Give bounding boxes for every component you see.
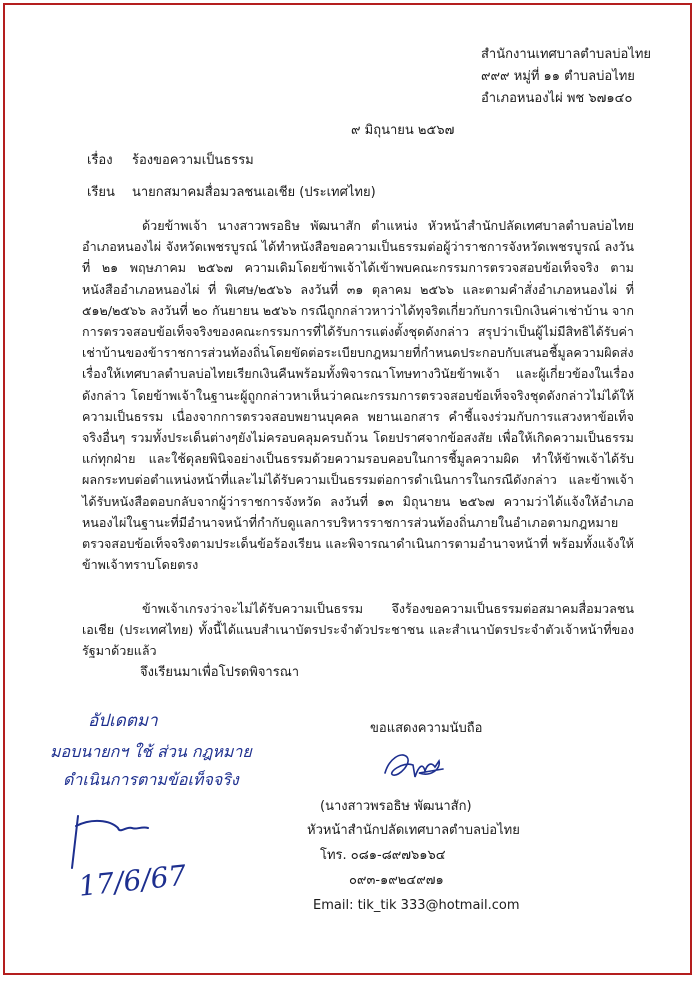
recipient-text: นายกสมาคมสื่อมวลชนเอเชีย (ประเทศไทย) [132, 185, 376, 200]
handwritten-note-line2: มอบนายกฯ ใช้ ส่วน กฎหมาย [50, 742, 252, 761]
recipient-label: เรียน [87, 185, 115, 200]
sender-address-line1: ๙๙๙ หมู่ที่ ๑๑ ตำบลบ่อไทย [481, 69, 635, 84]
signer-email: Email: tik_tik 333@hotmail.com [313, 898, 520, 913]
letter-date: ๙ มิถุนายน ๒๕๖๗ [351, 123, 455, 138]
sender-office: สำนักงานเทศบาลตำบลบ่อไทย [481, 47, 652, 62]
body-paragraph-1 [82, 215, 634, 575]
subject-text: ร้องขอความเป็นธรรม [132, 153, 254, 168]
sender-address-line2: อำเภอหนองไผ่ พช ๖๗๑๔๐ [481, 91, 633, 106]
signer-phone-1: โทร. ๐๘๑-๘๙๗๖๑๖๔ [320, 848, 446, 863]
paragraph-2-text: ข้าพเจ้าเกรงว่าจะไม่ได้รับความเป็นธรรม จึงร้องขอความเป็นธรรมต่อสมาคมสื่อมวลชนเอเชีย (ประเทศไทย) ทั้งนี้ได้แนบสำเนาบัตรประจำตัวประชาชน และสำเนาบัตรประจำตัวเจ้าหน้าที่ของรัฐมาด้วยแล้ว [82, 601, 634, 659]
signer-phone-2: ๐๙๓-๑๙๒๔๙๗๑ [349, 873, 444, 888]
subject-label: เรื่อง [87, 153, 113, 168]
handwritten-signature [62, 810, 152, 870]
closing-request: จึงเรียนมาเพื่อโปรดพิจารณา [140, 665, 300, 680]
paragraph-1-text: ด้วยข้าพเจ้า นางสาวพรอธิษ พัฒนาสัก ตำแหน่ง หัวหน้าสำนักปลัดเทศบาลตำบลบ่อไทย อำเภอหนองไผ่ จังหวัดเพชรบูรณ์ ได้ทำหนังสือขอความเป็นธรรมต่อผู้ว่าราชการจังหวัดเพชรบูรณ์ ลงวันที่ ๒๑ พฤษภาคม ๒๕๖๗ ความเดิมโดยข้าพเจ้าได้เข้าพบคณะกรรมการตรวจสอบข้อเท็จจริง ตามหนังสืออำเภอหนองไผ่ ที่ พิเศษ/๒๕๖๖ ลงวันที่ ๓๑ ตุลาคม ๒๕๖๖ และตามคำสั่งอำเภอหนองไผ่ ที่ ๕๑๒/๒๕๖๖ ลงวันที่ ๒๐ กันยายน ๒๕๖๖ กรณีถูกกล่าวหาว่าได้ทุจริตเกี่ยวกับการเบิกเงินค่าเช่าบ้าน จากการตรวจสอบข้อเท็จจริงของคณะกรรมการที่ได้รับการแต่งตั้งชุดดังกล่าว สรุปว่าเป็นผู้ไม่มีสิทธิได้รับค่าเช่าบ้านของข้าราชการส่วนท้องถิ่นโดยขัดต่อระเบียบกฎหมายที่กำหนดประกอบกับเสนอชี้มูลความผิดส่งเรื่องให้เทศบาลตำบลบ่อไทยเรียกเงินคืนพร้อมทั้งพิจารณาโทษทางวินัยข้าพเจ้า และผู้เกี่ยวข้องในเรื่องดังกล่าว โดยข้าพเจ้าในฐานะผู้ถูกกล่าวหาเห็นว่าคณะกรรมการตรวจสอบข้อเท็จจริงชุดดังกล่าวไม่ได้ให้ความเป็นธรรม เนื่องจากการตรวจสอบพยานบุคคล พยานเอกสาร คำชี้แจงร่วมกับการแสวงหาข้อเท็จจริงอื่นๆ รวมทั้งประเด็นต่างๆยังไม่ครอบคลุมครบถ้วน โดยปราศจากข้อสงสัย เพื่อให้เกิดความเป็นธรรมแก่ทุกฝ่าย และใช้ดุลยพินิจอย่างเป็นธรรมด้วยความรอบคอบในการชี้มูลความผิด ทำให้ข้าพเจ้าได้รับผลกระทบต่อตำแหน่งหน้าที่และไม่ได้รับความเป็นธรรมต่อการดำเนินการในกรณีดังกล่าว และข้าพเจ้าได้รับหนังสือตอบกลับจากผู้ว่าราชการจังหวัด ลงวันที่ ๑๓ มิถุนายน ๒๕๖๗ ความว่าได้แจ้งให้อำเภอหนองไผ่ในฐานะที่มีอำนาจหน้าที่กำกับดูแลการบริหารราชการส่วนท้องถิ่นภายในอำเภอตามกฎหมาย ตรวจสอบข้อเท็จจริงตามประเด็นข้อร้องเรียน และพิจารณาดำเนินการตามอำนาจหน้าที่ พร้อมทั้งแจ้งให้ข้าพเจ้าทราบโดยตรง [82, 218, 634, 573]
handwritten-note-line1: อัปเดตมา [88, 711, 158, 731]
handwritten-date: 17/6/67 [77, 858, 188, 903]
body-paragraph-2 [82, 598, 634, 662]
signature-mark [379, 747, 449, 785]
signer-position: หัวหน้าสำนักปลัดเทศบาลตำบลบ่อไทย [307, 823, 520, 838]
signer-name: (นางสาวพรอธิษ พัฒนาสัก) [320, 799, 472, 814]
closing-salutation: ขอแสดงความนับถือ [370, 721, 483, 736]
handwritten-note-line3: ดำเนินการตามข้อเท็จจริง [63, 770, 239, 789]
